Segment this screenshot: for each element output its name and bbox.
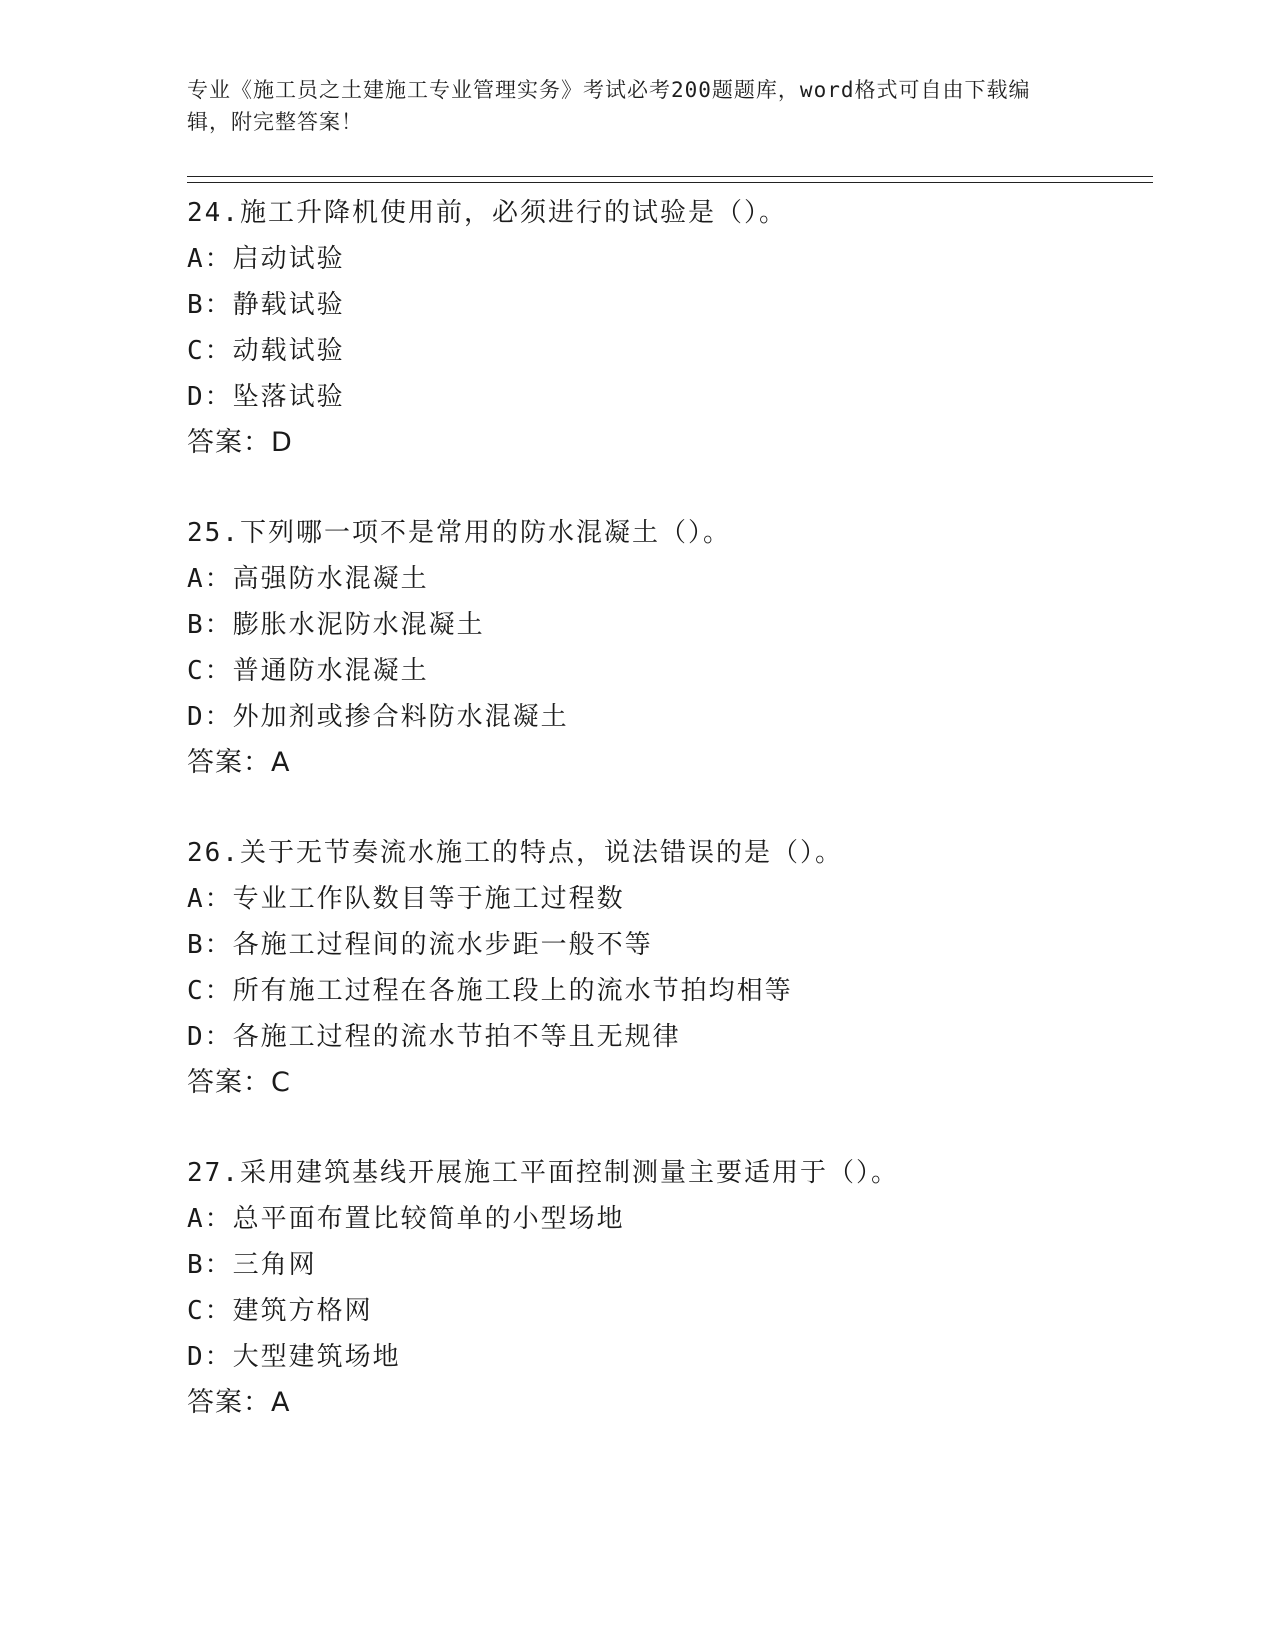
question-25 (187, 510, 1153, 786)
option-a: A：总平面布置比较简单的小型场地 (187, 1204, 625, 1234)
option-c: C：动载试验 (187, 336, 345, 366)
question-stem: 25.下列哪一项不是常用的防水混凝土（）。 (187, 518, 731, 548)
option-a: A：启动试验 (187, 244, 345, 274)
answer-line: 答案：A (187, 1387, 291, 1418)
answer-line: 答案：C (187, 1067, 291, 1098)
question-list (187, 190, 1153, 1470)
answer-line: 答案：D (187, 427, 293, 458)
question-27 (187, 1150, 1153, 1426)
question-stem: 26.关于无节奏流水施工的特点，说法错误的是（）。 (187, 838, 843, 868)
option-b: B：三角网 (187, 1250, 317, 1280)
option-d: D：大型建筑场地 (187, 1342, 401, 1372)
answer-line: 答案：A (187, 747, 291, 778)
option-c: C：建筑方格网 (187, 1296, 373, 1326)
option-a: A：高强防水混凝土 (187, 564, 429, 594)
header-divider-top (187, 176, 1153, 177)
option-c: C：普通防水混凝土 (187, 656, 429, 686)
option-b: B：膨胀水泥防水混凝土 (187, 610, 485, 640)
question-stem: 27.采用建筑基线开展施工平面控制测量主要适用于（）。 (187, 1158, 899, 1188)
option-d: D：外加剂或掺合料防水混凝土 (187, 702, 569, 732)
option-d: D：坠落试验 (187, 382, 345, 412)
option-b: B：各施工过程间的流水步距一般不等 (187, 930, 653, 960)
option-d: D：各施工过程的流水节拍不等且无规律 (187, 1022, 681, 1052)
question-24 (187, 190, 1153, 466)
question-stem: 24.施工升降机使用前，必须进行的试验是（）。 (187, 198, 787, 228)
document-intro: 专业《施工员之土建施工专业管理实务》考试必考200题题库，word格式可自由下载编辑，附完整答案！ (187, 78, 1031, 134)
option-b: B：静载试验 (187, 290, 345, 320)
question-26 (187, 830, 1153, 1106)
option-c: C：所有施工过程在各施工段上的流水节拍均相等 (187, 976, 793, 1006)
option-a: A：专业工作队数目等于施工过程数 (187, 884, 625, 914)
header-divider-bottom (187, 182, 1153, 183)
